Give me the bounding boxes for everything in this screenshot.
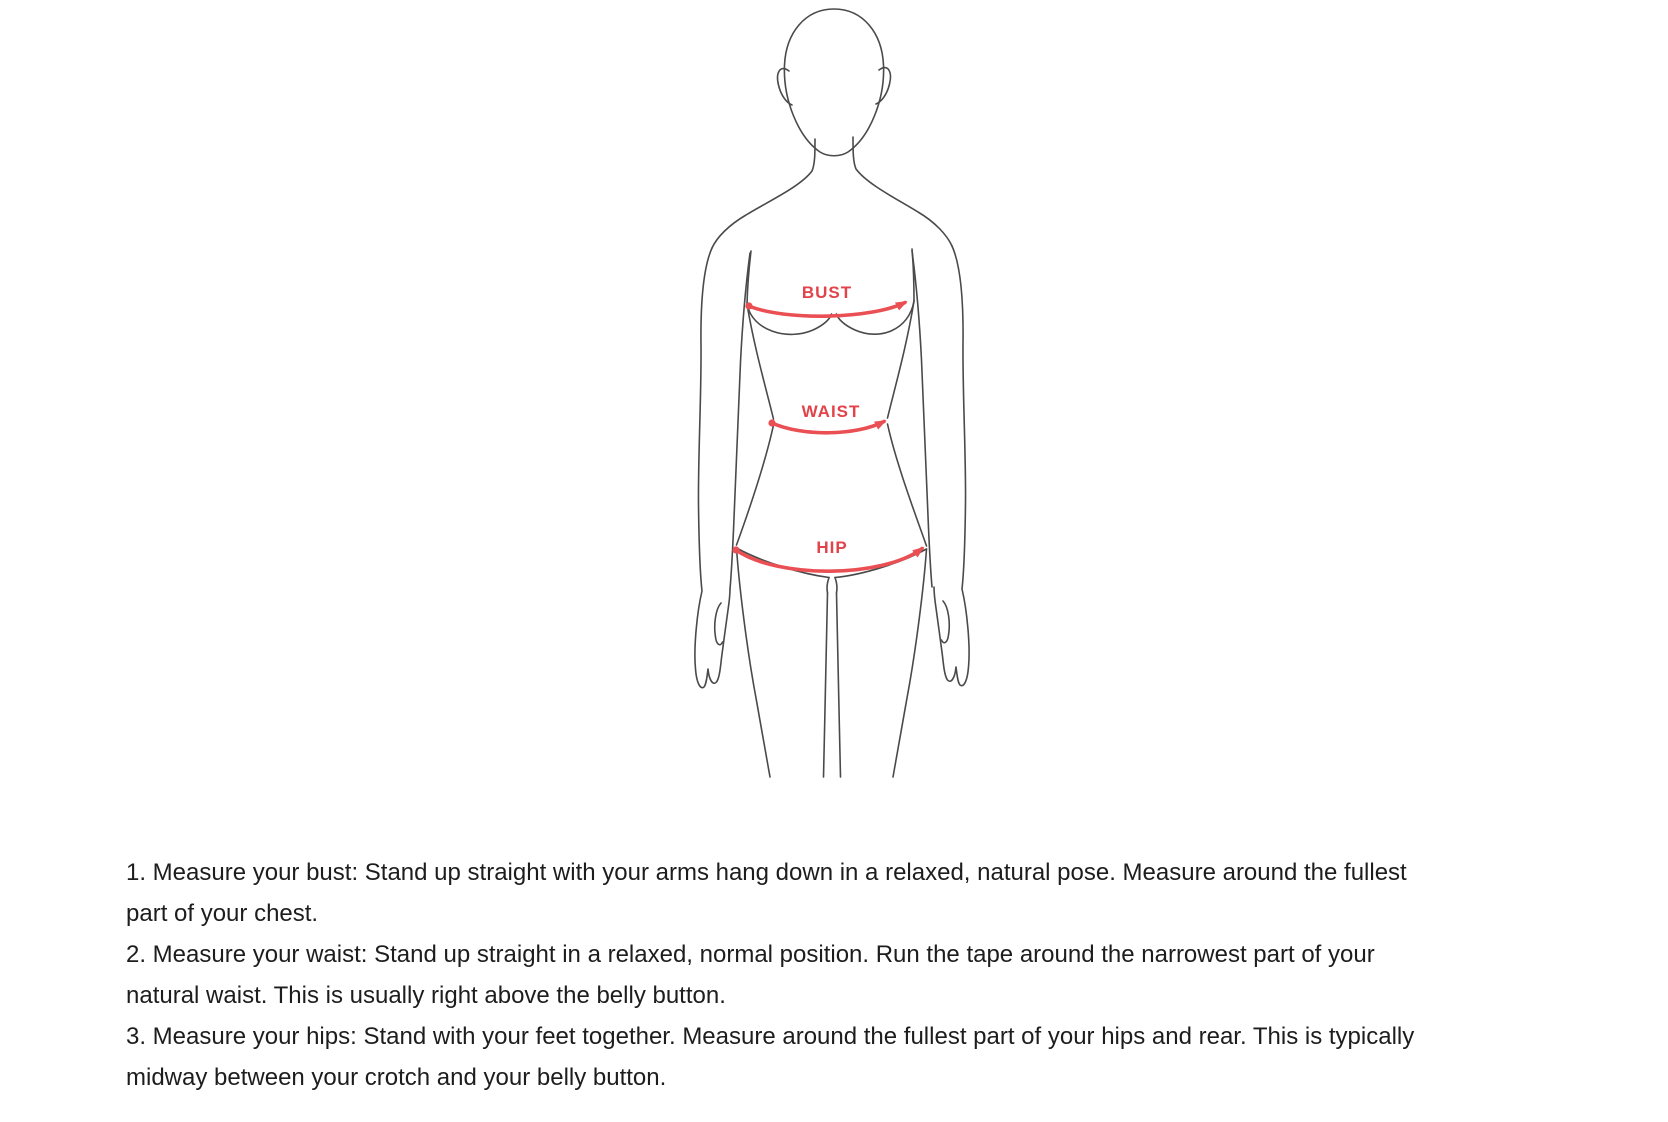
bust-label: BUST bbox=[801, 283, 853, 302]
instruction-item-waist bbox=[126, 934, 1626, 1016]
legs-outline bbox=[737, 548, 927, 777]
bust-measure-arrow bbox=[745, 302, 905, 316]
instruction-line: midway between your crotch and your belly button. bbox=[126, 1064, 667, 1091]
head-outline bbox=[778, 9, 891, 156]
instruction-line: part of your chest. bbox=[126, 900, 319, 927]
female-body-outline-diagram bbox=[650, 0, 980, 780]
hip-label: HIP bbox=[816, 538, 848, 557]
instruction-item-hips bbox=[126, 1016, 1626, 1098]
instruction-line: 2. Measure your waist: Stand up straight in a relaxed, normal position. Run the tape around the narrowest part of your bbox=[126, 941, 1375, 968]
arms-outline bbox=[695, 246, 969, 688]
instruction-item-bust bbox=[126, 852, 1626, 934]
shoulders-outline bbox=[712, 137, 952, 248]
body-measurement-illustration bbox=[650, 0, 980, 780]
instruction-line: 3. Measure your hips: Stand with your feet together. Measure around the fullest part of your hips and rear. This is typically bbox=[126, 1023, 1415, 1050]
waist-label: WAIST bbox=[801, 402, 861, 421]
instruction-line: natural waist. This is usually right above the belly button. bbox=[126, 982, 726, 1009]
instruction-line: 1. Measure your bust: Stand up straight with your arms hang down in a relaxed, natural pose. Measure around the fullest bbox=[126, 859, 1407, 886]
waist-measure-arrow bbox=[768, 419, 884, 432]
measurement-instructions bbox=[126, 852, 1626, 1098]
